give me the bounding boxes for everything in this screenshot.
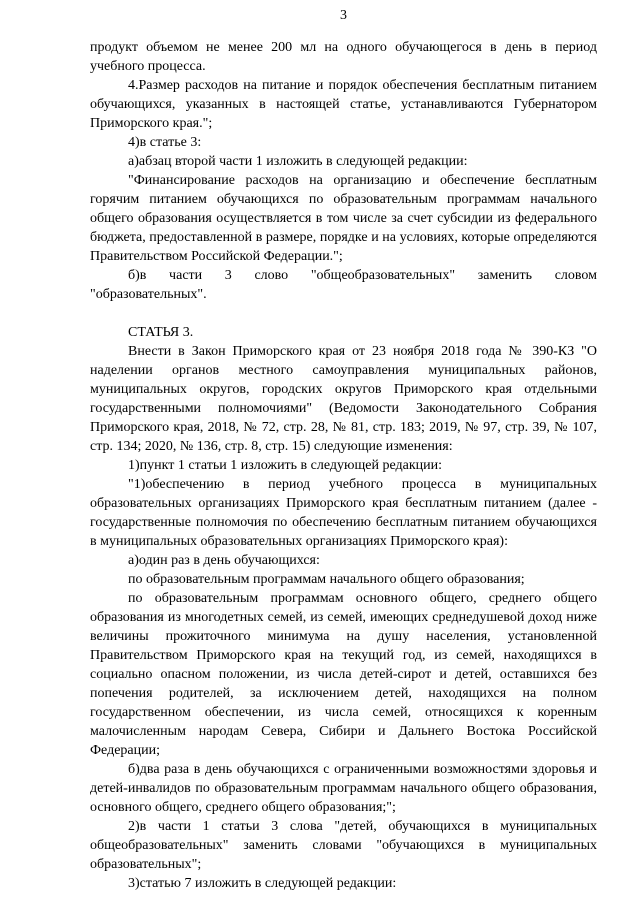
page-number: 3 xyxy=(340,8,347,23)
paragraph: 2)в части 1 статьи 3 слова "детей, обучающихся в муниципальных общеобразовательных" заменить словами "обучающихся в муниципальных образовательных"; xyxy=(90,819,597,872)
paragraph: б)два раза в день обучающихся с ограниченными возможностями здоровья и детей-инвалидов по образовательным программам начального общего образования, основного общего, среднего общего образования;"; xyxy=(90,762,597,815)
paragraph: а)абзац второй части 1 изложить в следующей редакции: xyxy=(128,154,468,169)
paragraph: по образовательным программам основного общего, среднего общего образования из многодетных семей, из семей, имеющих среднедушевой доход ниже величины прожиточного минимума на душу населения, установленной Правительством Приморского края на текущий год, из семей, находящихся в социально опасном положении, из числа детей-сирот и детей, оставшихся без попечения родителей, за исключением детей, находящихся на полном государственном обеспечении, из числа семей, относящихся к коренным малочисленным народам Севера, Сибири и Дальнего Востока Российской Федерации; xyxy=(90,591,597,758)
paragraph: 3)статью 7 изложить в следующей редакции: xyxy=(128,876,397,891)
paragraph: 4.Размер расходов на питание и порядок обеспечения бесплатным питанием обучающихся, указанных в настоящей статье, устанавливаются Губернатором Приморского края."; xyxy=(90,78,597,131)
paragraph: "Финансирование расходов на организацию и обеспечение бесплатным горячим питанием обучающихся по образовательным программам начального общего образования осуществляется в том числе за счет субсидии из федерального бюджета, предоставленной в размере, порядке и на условиях, которые определяются Правительством Российской Федерации."; xyxy=(90,173,597,264)
paragraph: б)в части 3 слово "общеобразовательных" заменить словом "образовательных". xyxy=(90,268,597,302)
paragraph: "1)обеспечению в период учебного процесса в муниципальных образовательных организациях Приморского края бесплатным питанием (далее - государственные полномочия по обеспечению бесплатным питанием обучающихся в муниципальных образовательных организациях Приморского края): xyxy=(90,477,597,549)
paragraph: 4)в статье 3: xyxy=(128,135,202,150)
article-heading: СТАТЬЯ 3. xyxy=(128,325,194,340)
document-body xyxy=(90,38,597,893)
paragraph: 1)пункт 1 статьи 1 изложить в следующей редакции: xyxy=(128,458,443,473)
paragraph: а)один раз в день обучающихся: xyxy=(128,553,320,568)
paragraph: Внести в Закон Приморского края от 23 ноября 2018 года № 390-КЗ "О наделении органов местного самоуправления муниципальных районов, муниципальных округов, городских округов Приморского края отдельными государственными полномочиями" (Ведомости Законодательного Собрания Приморского края, 2018, № 72, стр. 28, № 81, стр. 183; 2019, № 97, стр. 39, № 107, стр. 134; 2020, № 136, стр. 8, стр. 15) следующие изменения: xyxy=(90,344,597,454)
paragraph: продукт объемом не менее 200 мл на одного обучающегося в день в период учебного процесса. xyxy=(90,40,597,74)
paragraph: по образовательным программам начального общего образования; xyxy=(128,572,525,587)
